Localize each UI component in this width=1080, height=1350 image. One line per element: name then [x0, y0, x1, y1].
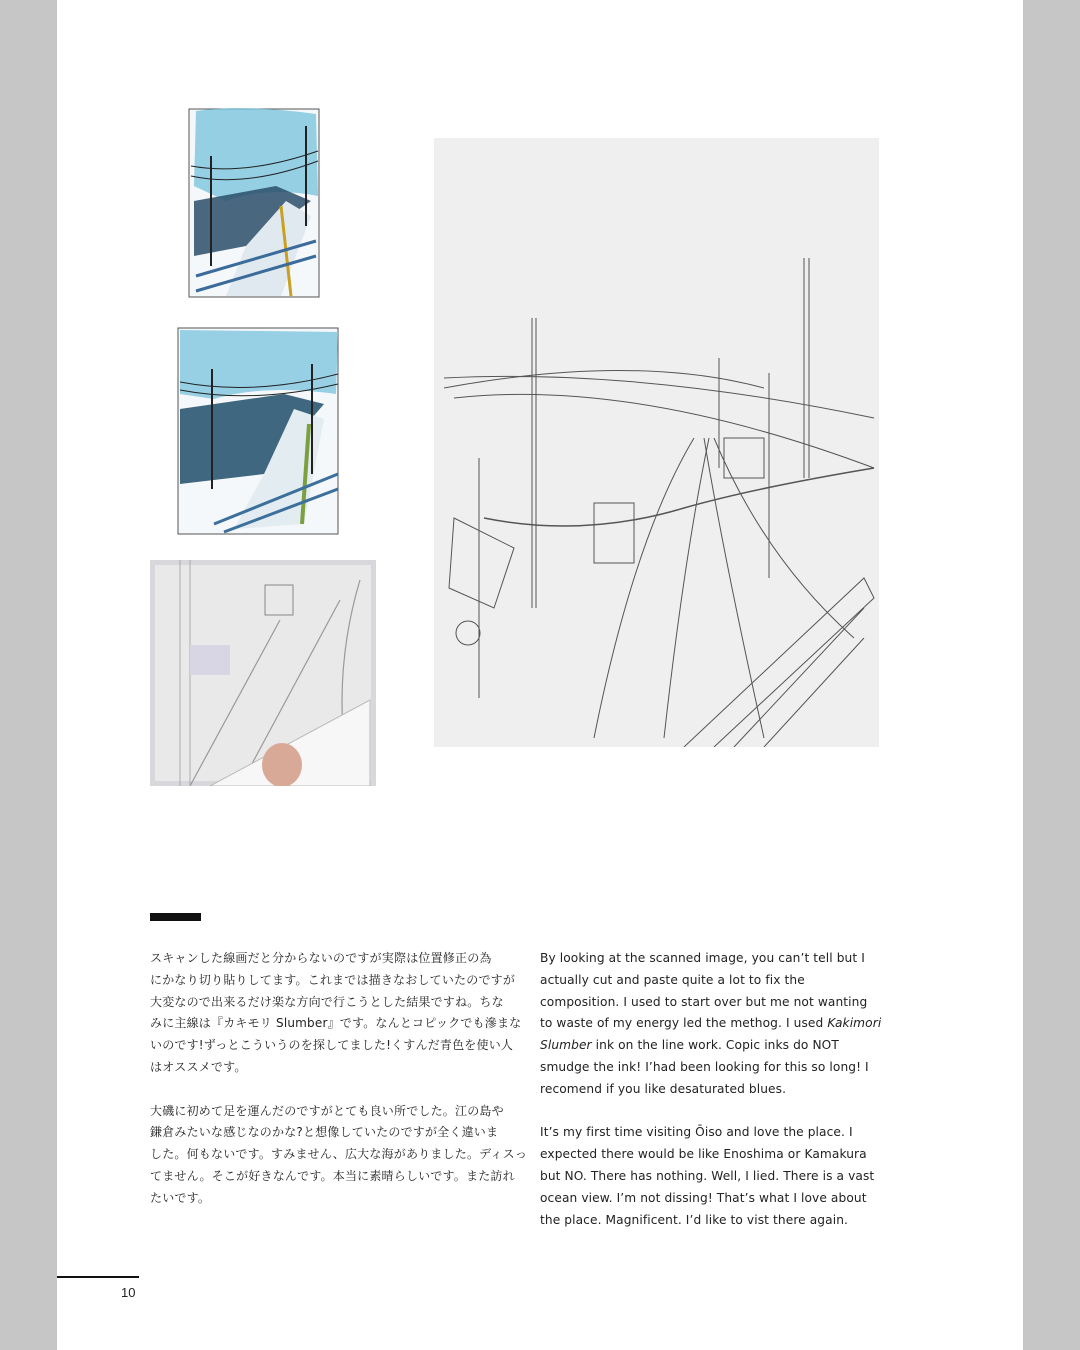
text-line: 大磯に初めて足を運んだのですがとても良い所でした。江の島や	[150, 1103, 504, 1118]
text-line: みに主線は『カキモリ Slumber』です。なんとコピックでも滲まな	[150, 1016, 522, 1031]
text-line: composition. I used to start over but me not wanting	[540, 994, 868, 1009]
watercolor-sketch-1	[186, 106, 322, 300]
english-text-column	[540, 948, 881, 1253]
page-number: 10	[121, 1285, 136, 1300]
cut-paste-photo	[150, 560, 376, 786]
section-divider-bar	[150, 913, 201, 921]
italic-ink-name: Slumber	[540, 1038, 592, 1053]
text-line: By looking at the scanned image, you can’t tell but I	[540, 951, 865, 965]
japanese-paragraph-2	[150, 1101, 527, 1210]
text-line: It’s my first time visiting Ōiso and love the place. I	[540, 1125, 853, 1140]
japanese-paragraph-1	[150, 948, 527, 1079]
english-paragraph-1	[540, 948, 881, 1101]
text-line: expected there would be like Enoshima or Kamakura	[540, 1147, 867, 1162]
footer-rule	[57, 1276, 139, 1278]
text-line: 鎌倉みたいな感じなのかな?と想像していたのですが全く違いま	[150, 1125, 499, 1140]
text-line: but NO. There has nothing. Well, I lied. There is a vast	[540, 1168, 875, 1183]
text-line: the place. Magnificent. I’d like to vist there again.	[540, 1212, 848, 1227]
text-segment: ink on the line work. Copic inks do NOT	[591, 1038, 839, 1053]
text-segment: to waste of my energy led the methog. I used	[540, 1016, 828, 1031]
text-line: ocean view. I’m not dissing! That’s what I love about	[540, 1190, 867, 1205]
text-line: たいです。	[150, 1190, 211, 1205]
text-line: recomend if you like desaturated blues.	[540, 1081, 787, 1096]
italic-ink-name: Kakimori	[827, 1016, 882, 1031]
text-line: にかなり切り貼りしてます。これまでは描きなおしていたのですが	[150, 972, 516, 987]
english-paragraph-2	[540, 1122, 881, 1231]
text-line: てません。そこが好きなんです。本当に素晴らしいです。また訪れ	[150, 1168, 515, 1183]
text-line: smudge the ink! I’had been looking for this so long! I	[540, 1059, 869, 1074]
text-line: 大変なので出来るだけ楽な方向で行こうとした結果ですね。ちな	[150, 994, 504, 1009]
watercolor-sketch-2	[174, 324, 342, 538]
text-line: いのです!ずっとこういうのを探してました!くすんだ青色を使い人	[150, 1038, 514, 1053]
text-line: actually cut and paste quite a lot to fix the	[540, 972, 805, 987]
japanese-text-column	[150, 948, 527, 1231]
text-line: した。何もないです。すみません、広大な海がありました。ディスっ	[150, 1147, 528, 1162]
text-line: はオススメです。	[150, 1059, 247, 1074]
text-line	[540, 1013, 881, 1035]
text-line	[540, 1035, 881, 1057]
pencil-line-drawing	[434, 138, 879, 747]
text-line: スキャンした線画だと分からないのですが実際は位置修正の為	[150, 951, 492, 965]
